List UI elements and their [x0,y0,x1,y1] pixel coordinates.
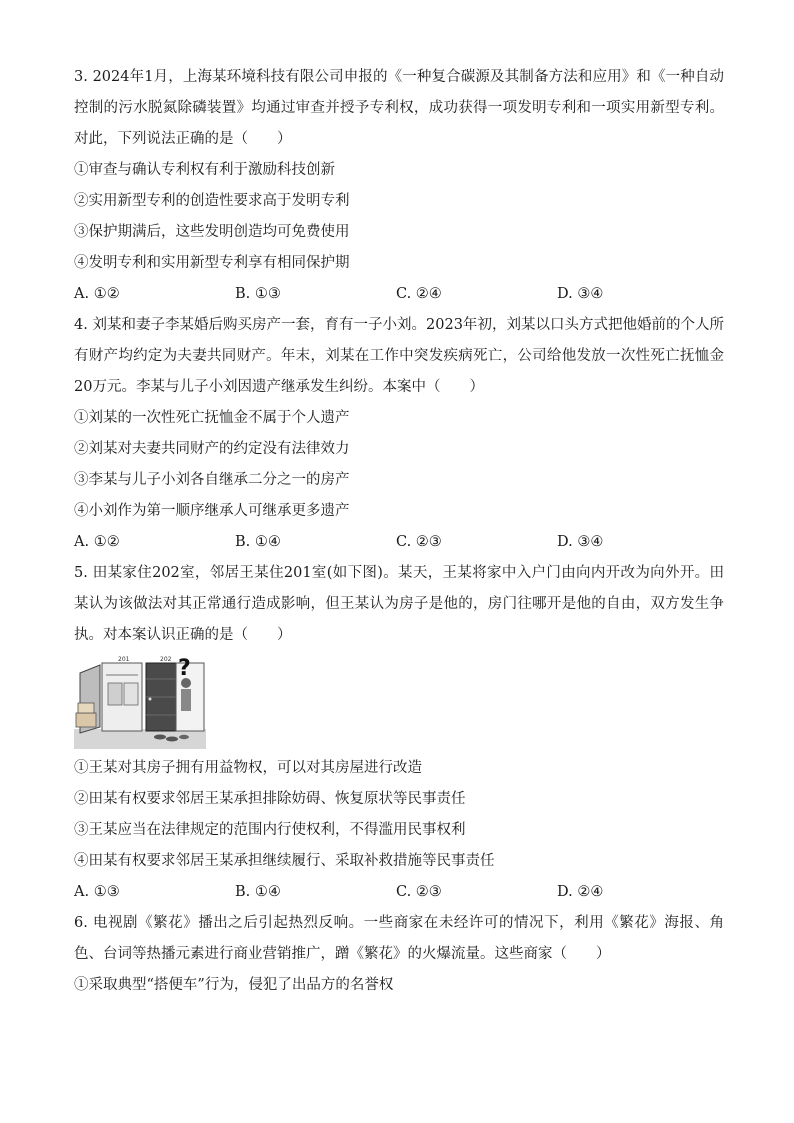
statement-option: ④发明专利和实用新型专利享有相同保护期 [74,255,350,271]
question-stem: 4. 刘某和妻子李某婚后购买房产一套，育有一子小刘。2023年初，刘某以口头方式把他婚前的个人所有财产均约定为夫妻共同财产。年末，刘某在工作中突发疾病死亡，公司给他发放一次性死亡抚恤金20万元。李某与儿子小刘因遗产继承发生纠纷。本案中（ ） [74,317,724,395]
question-3 [74,62,724,310]
statement-option: ①刘某的一次性死亡抚恤金不属于个人遗产 [74,410,350,426]
statement-option: ②实用新型专利的创造性要求高于发明专利 [74,193,350,209]
question-6 [74,908,724,1001]
choice-d[interactable]: D. ②④ [557,884,604,900]
statement-option: ②刘某对夫妻共同财产的约定没有法律效力 [74,441,350,457]
choice-d[interactable]: D. ③④ [557,534,604,550]
choice-a[interactable]: A. ①③ [74,884,120,900]
question-4 [74,310,724,558]
room-label-201: 201 [118,656,130,663]
answer-choices [74,877,724,908]
choice-c[interactable]: C. ②④ [396,286,442,302]
answer-choices [74,527,724,558]
choice-d[interactable]: D. ③④ [557,286,604,302]
question-stem: 3. 2024年1月，上海某环境科技有限公司申报的《一种复合碳源及其制备方法和应用》和《一种自动控制的污水脱氮除磷装置》均通过审查并授予专利权，成功获得一项发明专利和一项实用新型专利。对此，下列说法正确的是（ ） [74,69,724,147]
choice-a[interactable]: A. ①② [74,286,120,302]
question-stem: 5. 田某家住202室，邻居王某住201室(如下图)。某天，王某将家中入户门由向内开改为向外开。田某认为该做法对其正常通行造成影响，但王某认为房子是他的，房门往哪开是他的自由，双方发生争执。对本案认识正确的是（ ） [74,565,724,643]
door-illustration [74,653,206,749]
statement-option: ④田某有权要求邻居王某承担继续履行、采取补救措施等民事责任 [74,853,495,869]
question-mark-icon: ? [178,656,191,681]
exam-page [74,62,724,1001]
statement-option: ①采取典型“搭便车”行为，侵犯了出品方的名誉权 [74,977,394,993]
room-label-202: 202 [160,656,172,663]
choice-b[interactable]: B. ①④ [235,884,281,900]
question-5 [74,558,724,908]
choice-b[interactable]: B. ①③ [235,286,281,302]
statement-option: ③王某应当在法律规定的范围内行使权利，不得滥用民事权利 [74,822,466,838]
statement-option: ②田某有权要求邻居王某承担排除妨碍、恢复原状等民事责任 [74,791,466,807]
statement-option: ①王某对其房子拥有用益物权，可以对其房屋进行改造 [74,760,422,776]
question-stem: 6. 电视剧《繁花》播出之后引起热烈反响。一些商家在未经许可的情况下，利用《繁花》海报、角色、台词等热播元素进行商业营销推广，蹭《繁花》的火爆流量。这些商家（ ） [74,915,724,962]
choice-b[interactable]: B. ①④ [235,534,281,550]
answer-choices [74,279,724,310]
choice-c[interactable]: C. ②③ [396,884,442,900]
statement-option: ①审查与确认专利权有利于激励科技创新 [74,162,335,178]
choice-c[interactable]: C. ②③ [396,534,442,550]
statement-option: ③保护期满后，这些发明创造均可免费使用 [74,224,350,240]
choice-a[interactable]: A. ①② [74,534,120,550]
statement-option: ③李某与儿子小刘各自继承二分之一的房产 [74,472,350,488]
statement-option: ④小刘作为第一顺序继承人可继承更多遗产 [74,503,350,519]
